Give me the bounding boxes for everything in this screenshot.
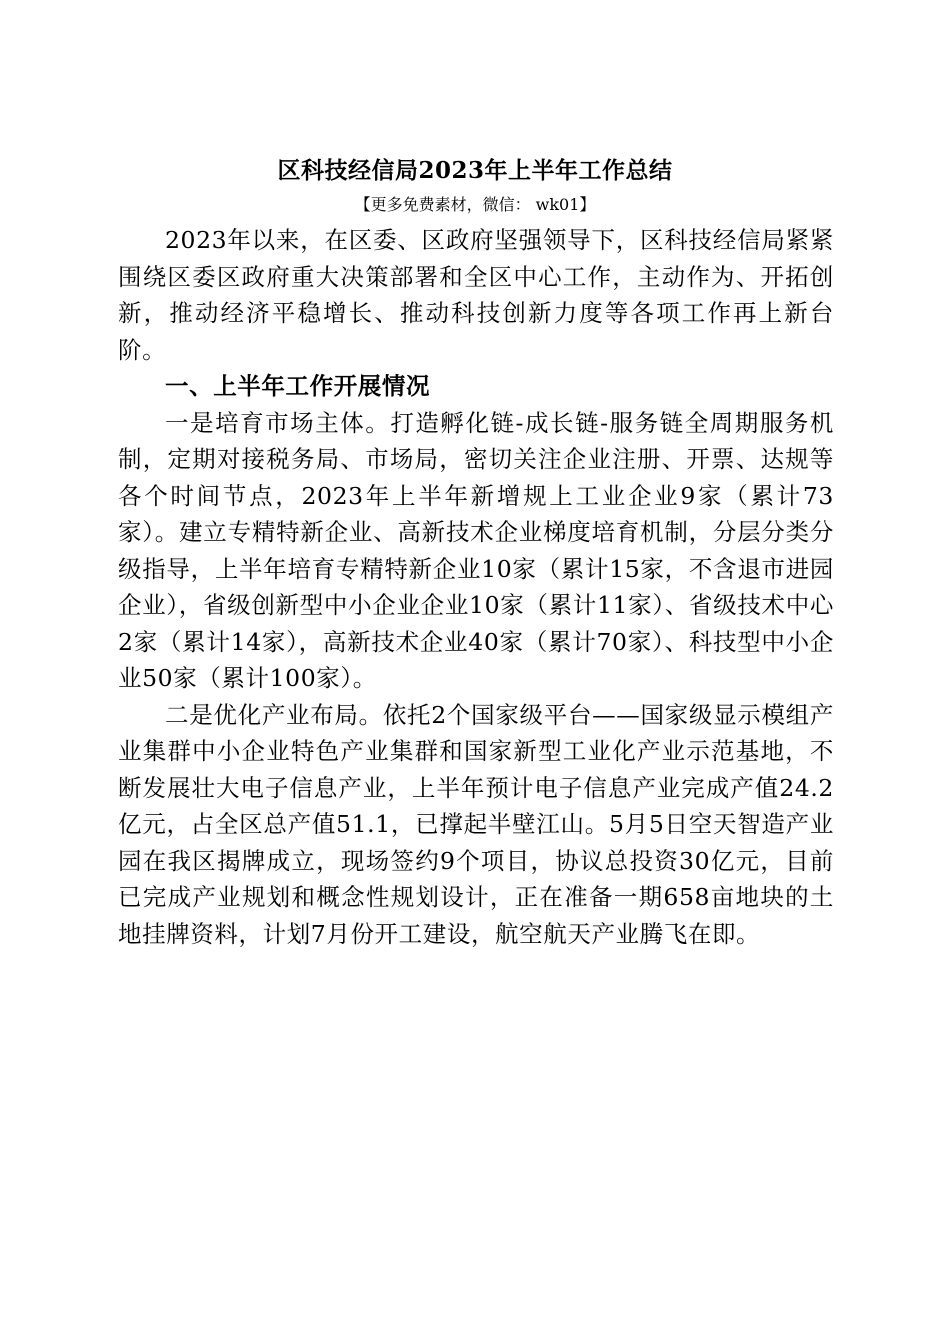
document-body [118,222,834,952]
document-title: 区科技经信局2023年上半年工作总结 [277,157,673,184]
body-paragraph-1: 一是培育市场主体。打造孵化链-成长链-服务链全周期服务机制，定期对接税务局、市场局，密切关注企业注册、开票、达规等各个时间节点，2023年上半年新增规上工业企业9家（累计73家）。建立专精特新企业、高新技术企业梯度培育机制，分层分类分级指导，上半年培育专精特新企业10家（累计15家，不含退市进园企业），省级创新型中小企业企业10家（累计11家）、省级技术中心2家（累计14家），高新技术企业40家（累计70家）、科技型中小企业50家（累计100家）。 [118,408,834,692]
document-subtitle: 【更多免费素材，微信： wk01】 [354,195,596,214]
intro-paragraph: 2023年以来，在区委、区政府坚强领导下，区科技经信局紧紧围绕区委区政府重大决策部署和全区中心工作，主动作为、开拓创新，推动经济平稳增长、推动科技创新力度等各项工作再上新台阶。 [118,226,834,364]
section-heading: 一、上半年工作开展情况 [165,372,431,400]
body-paragraph-2: 二是优化产业布局。依托2个国家级平台——国家级显示模组产业集群中小企业特色产业集群和国家新型工业化产业示范基地，不断发展壮大电子信息产业，上半年预计电子信息产业完成产值24.2亿元，占全区总产值51.1，已撑起半壁江山。5月5日空天智造产业园在我区揭牌成立，现场签约9个项目，协议总投资30亿元，目前已完成产业规划和概念性规划设计，正在准备一期658亩地块的土地挂牌资料，计划7月份开工建设，航空航天产业腾飞在即。 [118,700,834,948]
